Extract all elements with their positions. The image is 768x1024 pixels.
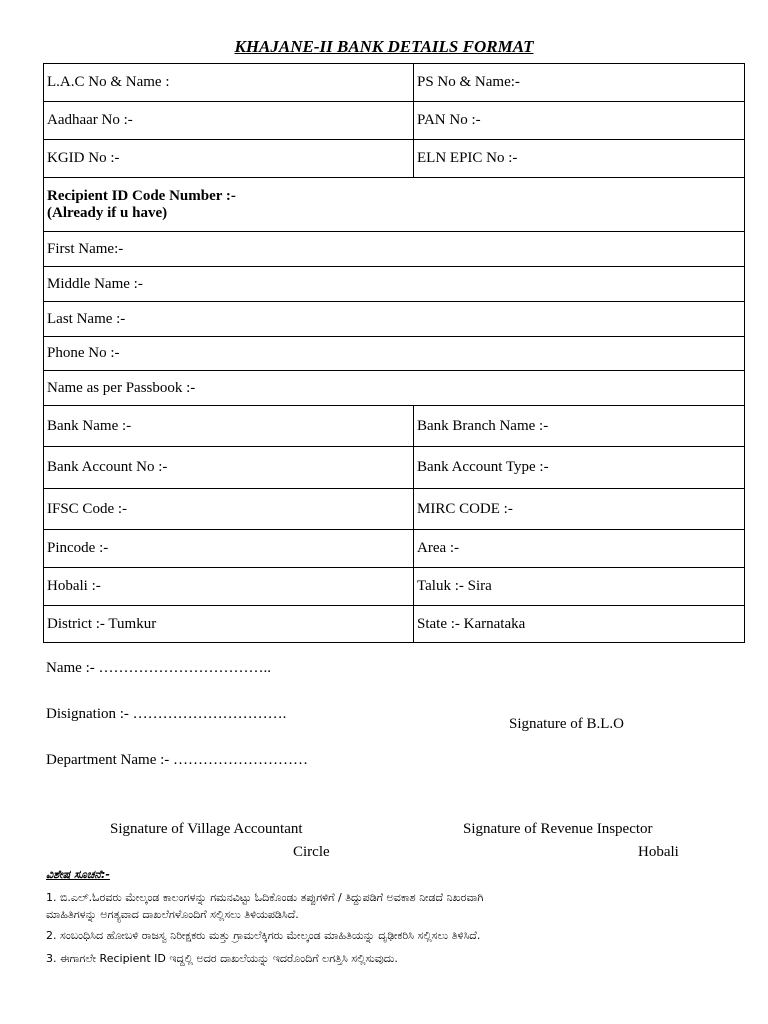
hobali-field[interactable]: Hobali :- bbox=[44, 568, 414, 606]
district-value: Tumkur bbox=[108, 615, 157, 632]
state-value: Karnataka bbox=[463, 615, 526, 632]
last-name-field[interactable]: Last Name :- bbox=[44, 302, 745, 337]
instruction-1-line-1: 1. ಬಿ.ಎಲ್.ಓರವರು ಮೇಲ್ಕಂಡ ಕಾಲಂಗಳನ್ನು ಗಮನವಿಟ್ಟು ಓದಿಕೊಂಡು ತಪ್ಪುಗಳಿಗೆ / ತಿದ್ದುಪಡಿಗೆ ಅವಕಾಶ ನೀಡದೆ ನಿಖರವಾಗಿ bbox=[46, 891, 484, 904]
bank-branch-field[interactable]: Bank Branch Name :- bbox=[414, 406, 745, 447]
district-field[interactable] bbox=[44, 606, 414, 643]
ps-field[interactable]: PS No & Name:- bbox=[414, 64, 745, 102]
district-label: District :- bbox=[47, 615, 109, 632]
recipient-id-note: (Already if u have) bbox=[47, 204, 168, 221]
account-no-field[interactable]: Bank Account No :- bbox=[44, 447, 414, 489]
area-field[interactable]: Area :- bbox=[414, 530, 745, 568]
bank-name-field[interactable]: Bank Name :- bbox=[44, 406, 414, 447]
instruction-3: 3. ಈಗಾಗಲೇ Recipient ID ಇದ್ದಲ್ಲಿ ಅದರ ದಾಖಲೆಯನ್ನು ಇದರೊಂದಿಗೆ ಲಗತ್ತಿಸಿ ಸಲ್ಲಿಸುವುದು. bbox=[46, 952, 398, 965]
recipient-id-field[interactable] bbox=[44, 178, 745, 232]
passbook-name-field[interactable]: Name as per Passbook :- bbox=[44, 371, 745, 406]
eln-epic-field[interactable]: ELN EPIC No :- bbox=[414, 140, 745, 178]
instruction-2: 2. ಸಂಬಂಧಿಸಿದ ಹೋಬಳಿ ರಾಜಸ್ವ ನಿರೀಕ್ಷಕರು ಮತ್ತು ಗ್ರಾಮಲೆಕ್ಕಿಗರು ಮೇಲ್ಕಂಡ ಮಾಹಿತಿಯನ್ನು ದೃಢೀಕರಿಸಿ ಸಲ್ಲಿಸಲು ತಿಳಿಸಿದೆ. bbox=[46, 929, 481, 942]
aadhaar-field[interactable]: Aadhaar No :- bbox=[44, 102, 414, 140]
department-line[interactable]: Department Name :- ……………………… bbox=[46, 752, 309, 768]
phone-field[interactable]: Phone No :- bbox=[44, 337, 745, 371]
middle-name-field[interactable]: Middle Name :- bbox=[44, 267, 745, 302]
pincode-field[interactable]: Pincode :- bbox=[44, 530, 414, 568]
taluk-field[interactable] bbox=[414, 568, 745, 606]
state-label: State :- bbox=[417, 615, 464, 632]
kgid-field[interactable]: KGID No :- bbox=[44, 140, 414, 178]
recipient-id-label: Recipient ID Code Number :- bbox=[47, 187, 236, 204]
instruction-1-line-2: ಮಾಹಿತಿಗಳನ್ನು ಅಗತ್ಯವಾದ ದಾಖಲೆಗಳೊಂದಿಗೆ ಸಲ್ಲಿಸಲು ತಿಳಿಯಪಡಿಸಿದೆ. bbox=[46, 908, 299, 921]
blo-signature-label: Signature of B.L.O bbox=[509, 716, 624, 732]
bank-details-form bbox=[43, 63, 745, 643]
first-name-field[interactable]: First Name:- bbox=[44, 232, 745, 267]
mirc-field[interactable]: MIRC CODE :- bbox=[414, 489, 745, 530]
account-type-field[interactable]: Bank Account Type :- bbox=[414, 447, 745, 489]
taluk-label: Taluk :- bbox=[417, 578, 468, 594]
instructions-heading: ವಿಶೇಷ ಸೂಚನೆ:- bbox=[46, 868, 110, 881]
taluk-value: Sira bbox=[467, 578, 492, 594]
ifsc-field[interactable]: IFSC Code :- bbox=[44, 489, 414, 530]
pan-field[interactable]: PAN No :- bbox=[414, 102, 745, 140]
lac-field[interactable]: L.A.C No & Name : bbox=[44, 64, 414, 102]
revenue-inspector-signature-label: Signature of Revenue Inspector bbox=[463, 821, 653, 837]
designation-line[interactable]: Disignation :- …………………………. bbox=[46, 706, 287, 722]
village-accountant-signature-label: Signature of Village Accountant bbox=[110, 821, 303, 837]
state-field[interactable] bbox=[414, 606, 745, 643]
hobali-label: Hobali bbox=[638, 844, 679, 860]
name-line[interactable]: Name :- …………………………….. bbox=[46, 660, 271, 676]
circle-label: Circle bbox=[293, 844, 330, 860]
page-title: KHAJANE-II BANK DETAILS FORMAT bbox=[234, 37, 534, 56]
